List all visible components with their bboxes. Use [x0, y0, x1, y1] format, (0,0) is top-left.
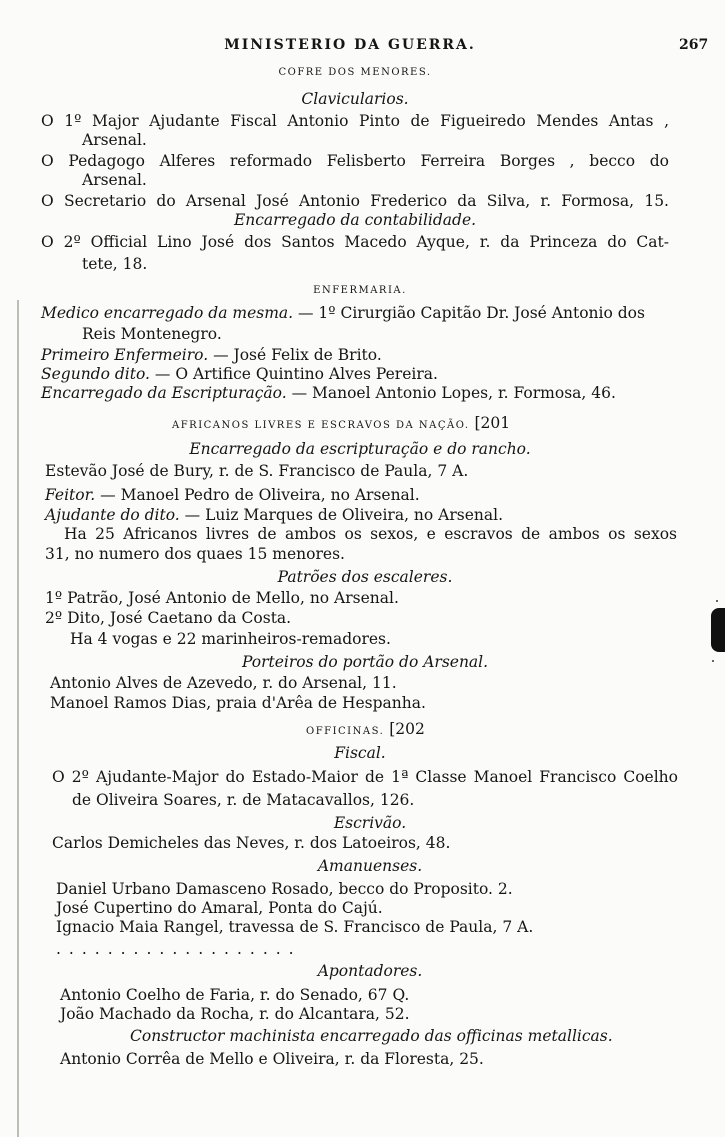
- ink-speck: [712, 660, 714, 662]
- subheading-apontadores: Apontadores.: [317, 962, 423, 980]
- ink-speck: [716, 600, 718, 602]
- ellipsis-row: ...................: [56, 940, 302, 958]
- entry-line: tete, 18.: [82, 255, 148, 273]
- entry-line: Antonio Corrêa de Mello e Oliveira, r. da Floresta, 25.: [60, 1050, 484, 1068]
- entry-line: Medico encarregado da mesma. — 1º Cirurgião Capitão Dr. José Antonio dos: [41, 304, 645, 322]
- entry-line: Reis Montenegro.: [82, 325, 222, 343]
- entry-line: Arsenal.: [82, 171, 147, 189]
- entry-line: Antonio Coelho de Faria, r. do Senado, 67 Q.: [60, 986, 410, 1004]
- page-number: 267: [679, 37, 709, 53]
- subheading-porteiros: Porteiros do portão do Arsenal.: [241, 653, 489, 671]
- running-title: MINISTERIO DA GUERRA.: [224, 37, 476, 53]
- entry-line: José Cupertino do Amaral, Ponta do Cajú.: [56, 899, 383, 917]
- entry-line: Ha 25 Africanos livres de ambos os sexos, e escravos de ambos os sexos: [64, 525, 677, 543]
- entry-line: O 1º Major Ajudante Fiscal Antonio Pinto de Figueiredo Mendes Antas ,: [41, 112, 669, 130]
- entry-line: Manoel Ramos Dias, praia d'Arêa de Hespanha.: [50, 694, 426, 712]
- subheading-constructor: Constructor machinista encarregado das officinas metallicas.: [130, 1027, 613, 1045]
- section-heading-africanos: AFRICANOS LIVRES E ESCRAVOS DA NAÇÃO. [201: [172, 414, 511, 432]
- entry-line: Ajudante do dito. — Luiz Marques de Oliveira, no Arsenal.: [45, 506, 504, 524]
- subheading-fiscal: Fiscal.: [334, 744, 386, 762]
- subheading-contabilidade: Encarregado da contabilidade.: [233, 211, 477, 229]
- entry-line: Carlos Demicheles das Neves, r. dos Latoeiros, 48.: [52, 834, 451, 852]
- entry-line: Daniel Urbano Damasceno Rosado, becco do Proposito. 2.: [56, 880, 513, 898]
- entry-line: Segundo dito. — O Artifice Quintino Alves Pereira.: [41, 365, 438, 383]
- entry-line: Ha 4 vogas e 22 marinheiros-remadores.: [70, 630, 391, 648]
- entry-line: 2º Dito, José Caetano da Costa.: [45, 609, 292, 627]
- section-heading-officinas: OFFICINAS. [202: [306, 720, 425, 738]
- subheading-clavicularios: Clavicularios.: [301, 90, 409, 108]
- section-heading-cofre: COFRE DOS MENORES.: [278, 67, 432, 78]
- entry-line: de Oliveira Soares, r. de Matacavallos, 126.: [72, 791, 415, 809]
- entry-line: O 2º Official Lino José dos Santos Macedo Ayque, r. da Princeza do Cat-: [41, 233, 669, 251]
- ink-blot: [711, 608, 725, 652]
- entry-line: 1º Patrão, José Antonio de Mello, no Arsenal.: [45, 589, 399, 607]
- entry-line: Encarregado da Escripturação. — Manoel Antonio Lopes, r. Formosa, 46.: [41, 384, 616, 402]
- entry-line: Antonio Alves de Azevedo, r. do Arsenal, 11.: [50, 674, 397, 692]
- subheading-amanuenses: Amanuenses.: [317, 857, 423, 875]
- entry-line: Feitor. — Manoel Pedro de Oliveira, no Arsenal.: [45, 486, 420, 504]
- entry-line: O Pedagogo Alferes reformado Felisberto Ferreira Borges , becco do: [41, 152, 669, 170]
- entry-line: O Secretario do Arsenal José Antonio Frederico da Silva, r. Formosa, 15.: [41, 192, 669, 210]
- entry-line: Ignacio Maia Rangel, travessa de S. Francisco de Paula, 7 A.: [56, 918, 534, 936]
- section-heading-enfermaria: ENFERMARIA.: [313, 285, 407, 296]
- subheading-escrivao: Escrivão.: [333, 814, 407, 832]
- entry-line: Arsenal.: [82, 131, 147, 149]
- entry-line: João Machado da Rocha, r. do Alcantara, 52.: [60, 1005, 410, 1023]
- page-edge-shadow: [17, 300, 19, 1137]
- entry-line: 31, no numero dos quaes 15 menores.: [45, 545, 345, 563]
- entry-line: Primeiro Enfermeiro. — José Felix de Brito.: [41, 346, 382, 364]
- subheading-escripturacao: Encarregado da escripturação e do rancho.: [189, 440, 531, 458]
- entry-line: Estevão José de Bury, r. de S. Francisco de Paula, 7 A.: [45, 462, 469, 480]
- entry-line: O 2º Ajudante-Major do Estado-Maior de 1ª Classe Manoel Francisco Coelho: [52, 768, 678, 786]
- subheading-patroes: Patrões dos escaleres.: [277, 568, 453, 586]
